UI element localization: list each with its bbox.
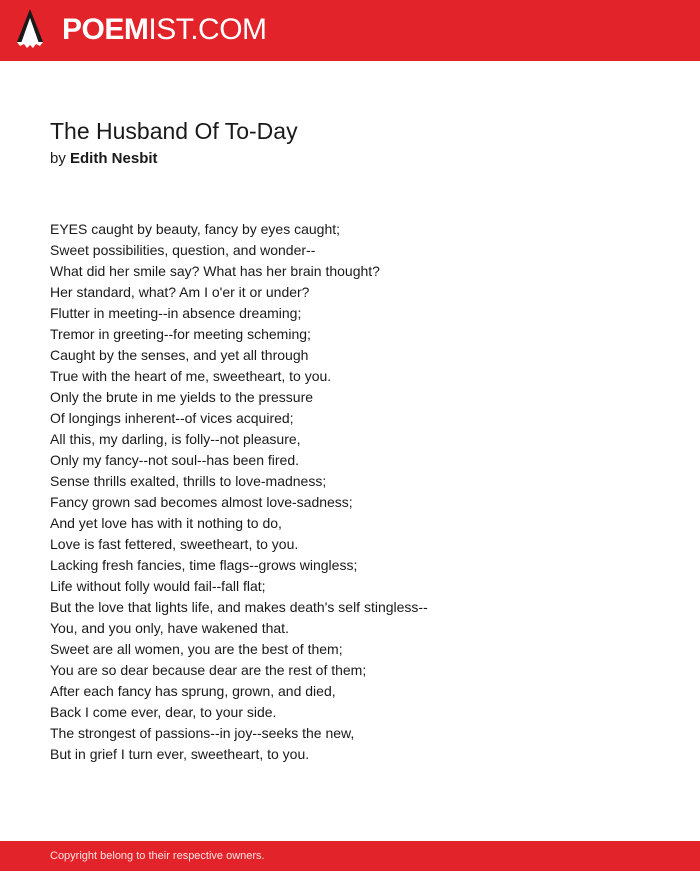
poem-line: You, and you only, have wakened that. <box>50 620 289 636</box>
copyright-notice: Copyright belong to their respective owners. <box>50 850 265 862</box>
logo-light-part: IST.COM <box>148 13 267 46</box>
poem-line: Life without folly would fail--fall flat; <box>50 578 266 594</box>
site-header <box>0 0 700 61</box>
poem-line: EYES caught by beauty, fancy by eyes caught; <box>50 221 341 237</box>
poem-line: And yet love has with it nothing to do, <box>50 515 282 531</box>
poem-line: But in grief I turn ever, sweetheart, to you. <box>50 746 310 762</box>
poem-title: The Husband Of To-Day <box>50 118 298 144</box>
poem-line: Tremor in greeting--for meeting scheming; <box>50 326 311 342</box>
poem-line: Sweet possibilities, question, and wonder-- <box>50 242 316 258</box>
poem-byline <box>50 149 158 169</box>
poem-line: Sense thrills exalted, thrills to love-madness; <box>50 473 327 489</box>
logo-bold-part: POEM <box>62 13 149 46</box>
site-footer <box>0 841 700 871</box>
poem-line: What did her smile say? What has her brain thought? <box>50 263 380 279</box>
poem-line: Only the brute in me yields to the pressure <box>50 389 314 405</box>
poem-line: The strongest of passions--in joy--seeks the new, <box>50 725 355 741</box>
poem-line: True with the heart of me, sweetheart, to you. <box>50 368 332 384</box>
poem-line: Her standard, what? Am I o'er it or under? <box>50 284 310 300</box>
site-logo[interactable] <box>62 12 267 48</box>
poem-line: But the love that lights life, and makes death's self stingless-- <box>50 599 428 615</box>
poem-line: Lacking fresh fancies, time flags--grows wingless; <box>50 557 358 573</box>
poem-line: Flutter in meeting--in absence dreaming; <box>50 305 302 321</box>
poem-line: All this, my darling, is folly--not pleasure, <box>50 431 301 447</box>
pencil-icon[interactable] <box>17 9 43 52</box>
poem-line: Of longings inherent--of vices acquired; <box>50 410 294 426</box>
poem-line: After each fancy has sprung, grown, and died, <box>50 683 336 699</box>
poem-author: Edith Nesbit <box>70 150 158 167</box>
byline-prefix: by <box>50 150 66 167</box>
poem-line: Love is fast fettered, sweetheart, to you. <box>50 536 299 552</box>
poem-line: Caught by the senses, and yet all through <box>50 347 309 363</box>
poem-line: Only my fancy--not soul--has been fired. <box>50 452 299 468</box>
poem-body <box>50 219 650 765</box>
poem-line: Back I come ever, dear, to your side. <box>50 704 277 720</box>
poem-line: Fancy grown sad becomes almost love-sadness; <box>50 494 353 510</box>
poem-line: Sweet are all women, you are the best of them; <box>50 641 343 657</box>
poem-line: You are so dear because dear are the rest of them; <box>50 662 367 678</box>
